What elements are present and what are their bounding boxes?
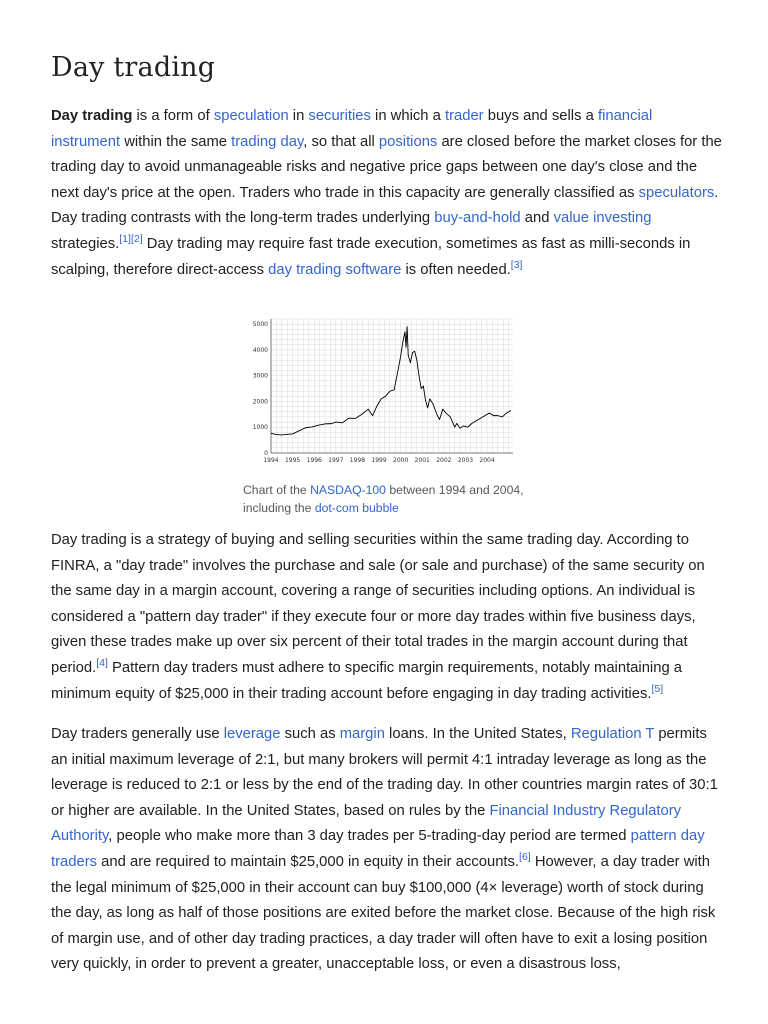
text: Day trading is a strategy of buying and selling securities within the same trading day. According to FINRA, a "day trade" involves the purchase and sale (or sale and purchase) of the same security on the same day in a margin account, covering a range of securities including options. An individual is considered a "pattern day trader" if they execute four or more day trades within five business days, given these trades make up over six percent of their total trades in the margin account during that period.: [51, 532, 705, 676]
y-tick-label: 2000: [252, 398, 268, 406]
paragraph-intro: [51, 104, 723, 283]
text: loans. In the United States,: [384, 726, 571, 742]
reference-link[interactable]: [4]: [96, 656, 108, 669]
text: However, a day trader with the legal minimum of $25,000 in their account can buy $100,000 (4× leverage) worth of stock during the day, as long as half of those positions are exited before the market close. Because of the high risk of margin use, and of other day trading practices, a day trader will often have to exit a losing position very quickly, in order to prevent a greater, unacceptable loss, or even a disastrous loss,: [51, 853, 716, 973]
text: such as: [280, 726, 340, 742]
text: . Day trading contrasts with the long-term trades underlying: [51, 184, 719, 227]
text: within the same: [120, 133, 232, 150]
x-tick-label: 1998: [349, 457, 366, 464]
figure-caption: [243, 481, 533, 517]
text: is a form of: [132, 108, 214, 124]
reference-2[interactable]: [131, 233, 143, 245]
reference-4[interactable]: [96, 657, 108, 669]
link-dot-com-bubble[interactable]: dot-com bubble: [314, 501, 399, 515]
reference-link[interactable]: [6]: [519, 850, 531, 863]
text: Day trading may require fast trade execution, sometimes as fast as milli-seconds in scalping, therefore direct-access: [51, 235, 691, 278]
text: between 1994 and 2004, including the: [243, 483, 524, 515]
text: and are required to maintain $25,000 in equity in their accounts.: [97, 853, 520, 870]
x-tick-label: 1996: [306, 457, 322, 464]
x-tick-label: 2004: [479, 457, 495, 464]
nasdaq-chart[interactable]: [243, 313, 523, 475]
text: strategies.: [51, 235, 120, 252]
reference-link[interactable]: [2]: [130, 232, 143, 245]
link-nasdaq-100[interactable]: NASDAQ-100: [310, 483, 386, 497]
y-tick-label: 0: [264, 450, 268, 457]
x-tick-label: 2003: [457, 457, 474, 464]
link-financial-instrument[interactable]: financial instrument: [51, 108, 653, 150]
paragraph-definition: [51, 528, 723, 707]
text: permits an initial maximum leverage of 2:1, but many brokers will permit 4:1 intraday leverage as long as the leverage is reduced to 2:1 or less by the end of the trading day. In other countries margin rates of 30:1 or higher are available. In the United States, based on rules by the: [51, 726, 718, 819]
text: and: [520, 210, 554, 227]
link-positions[interactable]: positions: [378, 133, 438, 150]
text: in which a: [370, 108, 445, 124]
text: in: [288, 108, 309, 124]
y-tick-label: 5000: [252, 321, 268, 329]
x-tick-label: 1997: [328, 457, 344, 464]
link-finra[interactable]: Financial Industry Regulatory Authority: [51, 802, 682, 845]
text: , people who make more than 3 day trades per 5-trading-day period are termed: [108, 828, 631, 845]
reference-6[interactable]: [519, 851, 531, 863]
x-tick-label: 2001: [414, 457, 430, 464]
text: buys and sells a: [483, 108, 598, 124]
y-tick-label: 4000: [252, 346, 268, 354]
nasdaq-chart-figure: [243, 313, 524, 515]
reference-5[interactable]: [651, 683, 663, 695]
x-tick-label: 1999: [371, 457, 387, 464]
x-tick-label: 2000: [393, 457, 409, 464]
y-tick-label: 3000: [252, 372, 268, 380]
link-margin[interactable]: margin: [339, 726, 385, 742]
link-pattern-day-traders[interactable]: pattern day traders: [51, 828, 705, 870]
x-tick-label: 1994: [263, 457, 279, 464]
link-speculators[interactable]: speculators: [638, 184, 715, 201]
y-tick-label: 1000: [252, 424, 268, 432]
link-day-trading-software[interactable]: day trading software: [268, 261, 402, 278]
text: Pattern day traders must adhere to specific margin requirements, notably maintaining a minimum equity of $25,000 in their trading account before engaging in day trading activities.: [51, 659, 683, 702]
link-speculation[interactable]: speculation: [213, 108, 289, 124]
text: Chart of the: [243, 483, 311, 497]
reference-1[interactable]: [119, 233, 131, 245]
link-buy-and-hold[interactable]: buy-and-hold: [434, 210, 521, 227]
link-trader[interactable]: trader: [444, 108, 484, 124]
reference-3[interactable]: [511, 259, 523, 271]
link-regulation-t[interactable]: Regulation T: [570, 726, 655, 742]
reference-link[interactable]: [5]: [651, 682, 664, 695]
x-tick-label: 1995: [284, 457, 301, 464]
link-leverage[interactable]: leverage: [223, 726, 281, 742]
reference-link[interactable]: [1]: [119, 232, 131, 245]
text: is often needed.: [401, 261, 511, 278]
page-title: Day trading: [51, 52, 216, 83]
text: Day traders generally use: [51, 726, 224, 742]
link-securities[interactable]: securities: [308, 108, 371, 124]
link-value-investing[interactable]: value investing: [553, 210, 652, 227]
paragraph-leverage: [51, 722, 723, 978]
text: , so that all: [303, 133, 379, 150]
link-trading-day[interactable]: trading day: [231, 133, 304, 150]
reference-link[interactable]: [3]: [510, 258, 523, 271]
bold-term: Day trading: [51, 108, 133, 124]
x-tick-label: 2002: [436, 457, 452, 464]
text: are closed before the market closes for the trading day to avoid unmanageable risks and negative price gaps between one day's close and the next day's price at the open. Traders who trade in this capacity are generally classified as: [51, 133, 722, 201]
